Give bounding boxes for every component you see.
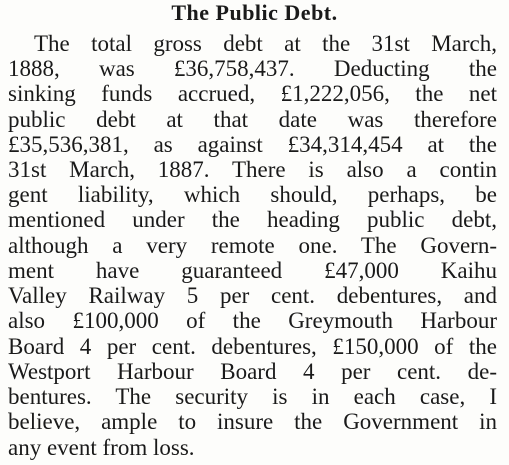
article-line: gent liability, which should, perhaps, be bbox=[8, 182, 497, 207]
article-line: 31st March, 1887. There is also a contin bbox=[8, 157, 497, 182]
article-title: The Public Debt. bbox=[171, 0, 338, 25]
article-line: believe, ample to insure the Government in bbox=[8, 409, 497, 434]
article-line: Valley Railway 5 per cent. debentures, and bbox=[8, 283, 497, 308]
article-line: 1888, was £36,758,437. Deducting the bbox=[8, 56, 497, 81]
article-line: Board 4 per cent. debentures, £150,000 of the bbox=[8, 334, 497, 359]
article-line: public debt at that date was therefore bbox=[8, 107, 497, 132]
article-line: The total gross debt at the 31st March, bbox=[34, 31, 497, 56]
article-line: ment have guaranteed £47,000 Kaihu bbox=[8, 258, 497, 283]
article-line: bentures. The security is in each case, I bbox=[8, 384, 497, 409]
article-line: mentioned under the heading public debt, bbox=[8, 207, 497, 232]
article-line: sinking funds accrued, £1,222,056, the net bbox=[8, 81, 497, 106]
article-line: although a very remote one. The Govern- bbox=[8, 233, 497, 258]
article-line: any event from loss. bbox=[8, 435, 195, 460]
article-line: £35,536,381, as against £34,314,454 at the bbox=[8, 132, 497, 157]
article-line: Westport Harbour Board 4 per cent. de- bbox=[8, 359, 497, 384]
article-line: also £100,000 of the Greymouth Harbour bbox=[8, 308, 497, 333]
